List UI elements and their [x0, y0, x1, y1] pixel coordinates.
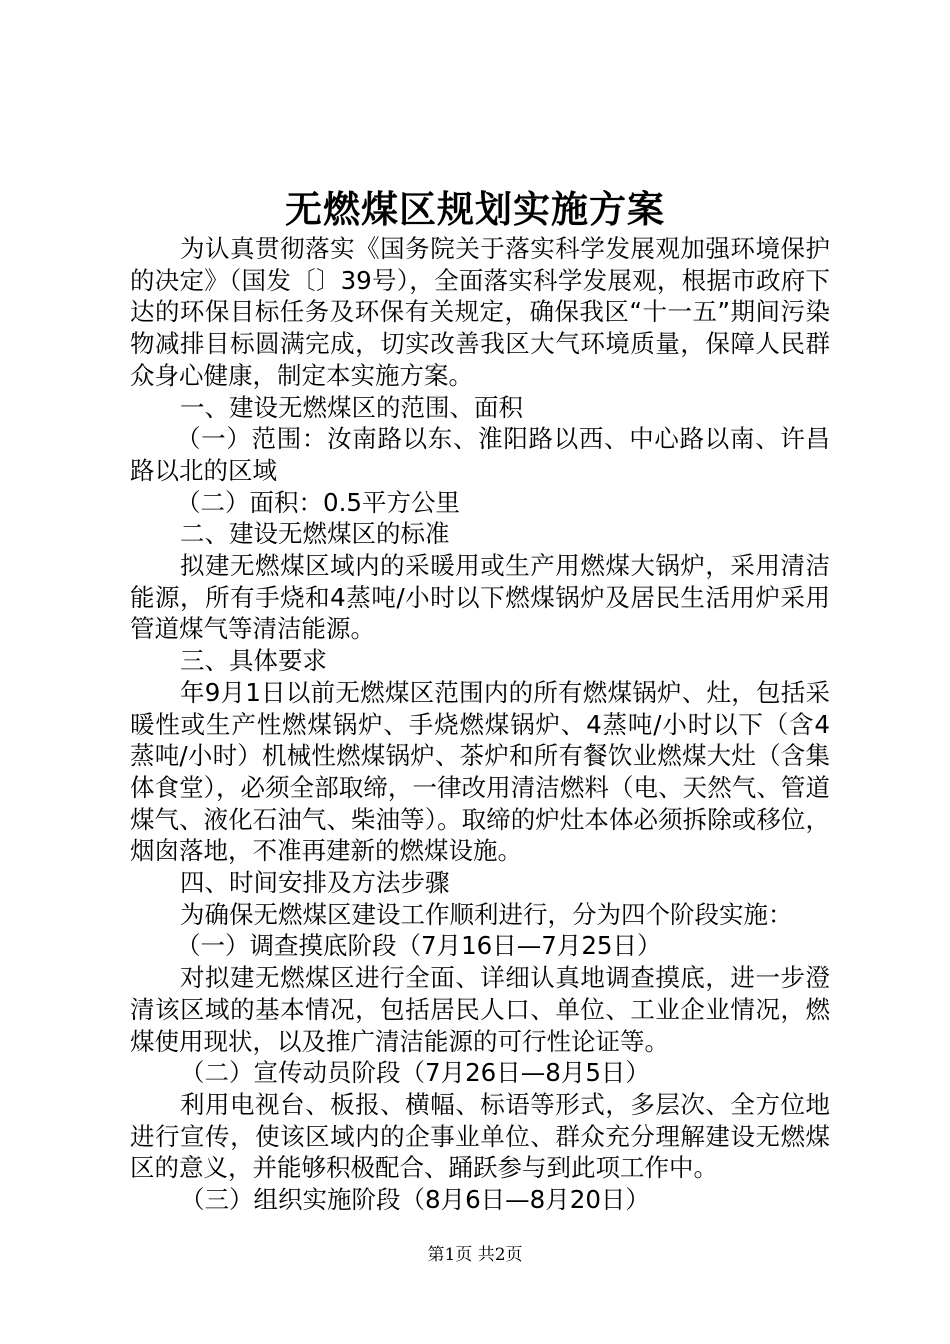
heading-standard: 二、建设无燃煤区的标准 — [180, 519, 450, 549]
heading-phase-publicity: （二）宣传动员阶段（7月26日—8月5日） — [180, 1058, 650, 1088]
paragraph-intro: 为认真贯彻落实《国务院关于落实科学发展观加强环境保护的决定》（国发〔〕39号），全面落实科学发展观，根据市政府下达的环保目标任务及环保有关规定，确保我区“十一五”期间污染物减排目标圆满完成，切实改善我区大气环境质量，保障人民群众身心健康，制定本实施方案。 — [130, 234, 830, 390]
paragraph-phase-survey: 对拟建无燃煤区进行全面、详细认真地调查摸底，进一步澄清该区域的基本情况，包括居民人口、单位、工业企业情况，燃煤使用现状，以及推广清洁能源的可行性论证等。 — [130, 963, 830, 1056]
paragraph-standard: 拟建无燃煤区域内的采暖用或生产用燃煤大锅炉，采用清洁能源，所有手烧和4蒸吨/小时以下燃煤锅炉及居民生活用炉采用管道煤气等清洁能源。 — [130, 551, 830, 644]
document-title: 无燃煤区规划实施方案 — [285, 187, 665, 231]
heading-phase-survey: （一）调查摸底阶段（7月16日—7月25日） — [176, 931, 662, 961]
heading-schedule: 四、时间安排及方法步骤 — [180, 868, 450, 898]
page-footer: 第1页 共2页 — [427, 1245, 523, 1265]
paragraph-scope: （一）范围：汝南路以东、淮阳路以西、中心路以南、许昌路以北的区域 — [130, 424, 830, 485]
document-body — [130, 233, 830, 1216]
paragraph-area: （二）面积：0.5平方公里 — [176, 487, 460, 517]
heading-phase-implementation: （三）组织实施阶段（8月6日—8月20日） — [180, 1185, 650, 1215]
heading-requirements: 三、具体要求 — [180, 646, 327, 676]
paragraph-phase-publicity: 利用电视台、板报、横幅、标语等形式，多层次、全方位地进行宣传，使该区域内的企事业单位、群众充分理解建设无燃煤区的意义，并能够积极配合、踊跃参与到此项工作中。 — [130, 1089, 830, 1183]
heading-scope-area: 一、建设无燃煤区的范围、面积 — [180, 392, 523, 422]
paragraph-requirements: 年9月1日以前无燃煤区范围内的所有燃煤锅炉、灶，包括采暖性或生产性燃煤锅炉、手烧燃煤锅炉、4蒸吨/小时以下（含4蒸吨/小时）机械性燃煤锅炉、茶炉和所有餐饮业燃煤大灶（含集体食堂），必须全部取缔，一律改用清洁燃料（电、天然气、管道煤气、液化石油气、柴油等）。取缔的炉灶本体必须拆除或移位，烟囱落地，不准再建新的燃煤设施。 — [130, 677, 830, 866]
paragraph-schedule-intro: 为确保无燃煤区建设工作顺利进行，分为四个阶段实施： — [180, 899, 793, 929]
